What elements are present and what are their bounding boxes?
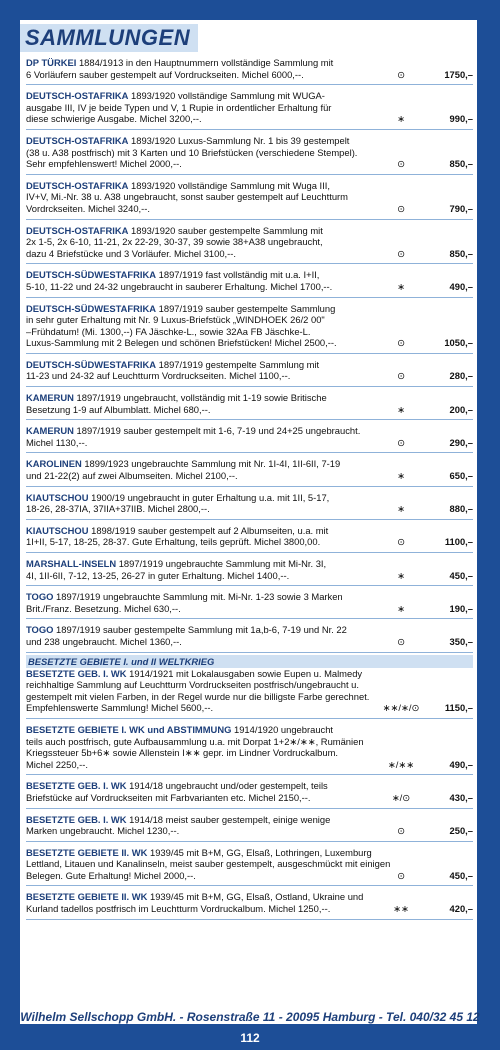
list-item <box>26 492 473 520</box>
entry-first-line <box>26 458 473 470</box>
entry-text: 1900/19 ungebraucht in guter Erhaltung u.a. mit 1II, 5-17, <box>88 491 330 503</box>
entry-text: Vordrckseiten. Michel 3240,--. <box>26 202 151 214</box>
price-label: 250,– <box>449 825 473 837</box>
entry-text: 1893/1920 Luxus-Sammlung Nr. 1 bis 39 gestempelt <box>128 134 350 146</box>
list-item <box>26 847 473 887</box>
entry-text: 1939/45 mit B+M, GG, Elsaß, Lothringen, Luxemburg <box>147 846 372 858</box>
entry-text: 4I, 1II-6II, 7-12, 13-25, 26-27 in guter Erhaltung. Michel 1400,--. <box>26 569 290 581</box>
condition-symbol: ⊙ <box>397 247 405 259</box>
price-label: 490,– <box>449 758 473 770</box>
entry-title: BESETZTE GEB. I. WK <box>26 780 127 792</box>
title-band <box>20 24 198 52</box>
entry-text: 1I+II, 5-17, 18-25, 28-37. Gute Erhaltung, teils geprüft. Michel 3800,00. <box>26 536 321 548</box>
entry-title: DEUTSCH-OSTAFRIKA <box>26 179 129 191</box>
entry-bottom-line <box>26 404 473 416</box>
list-item <box>26 780 473 808</box>
list-item <box>26 57 473 85</box>
entry-title: TOGO <box>26 591 54 603</box>
entry-bottom-line <box>26 903 473 915</box>
entry-first-line <box>26 359 473 371</box>
condition-symbol: ∗∗/∗/⊙ <box>382 702 420 714</box>
condition-symbol: ⊙ <box>397 635 405 647</box>
price-label: 880,– <box>449 503 473 515</box>
entry-text: 1897/1919 sauber gestempelte Sammlung <box>156 302 336 314</box>
entry-title: MARSHALL-INSELN <box>26 558 117 569</box>
entry-bottom-line <box>26 113 473 125</box>
entry-text: 1914/1920 ungebraucht <box>231 723 334 735</box>
entry-title: DEUTSCH-SÜDWESTAFRIKA <box>26 302 157 314</box>
list-item <box>26 392 473 420</box>
entry-text: Michel 2250,--. <box>26 758 89 770</box>
entry-first-line <box>26 135 473 147</box>
entry-title: KAROLINEN <box>26 458 82 470</box>
entry-text: 1897/1919 sauber gestempelt mit 1-6, 7-19 und 24+25 ungebraucht. <box>73 425 361 437</box>
entry-text: 5-10, 11-22 und 24-32 ungebraucht in sauberer Erhaltung. Michel 1700,--. <box>26 280 333 292</box>
entry-text: 1897/1919 ungebraucht, vollständig mit 1-19 sowie Britische <box>73 392 327 404</box>
price-label: 430,– <box>449 791 473 803</box>
entry-bottom-line <box>26 69 473 81</box>
price-label: 200,– <box>449 403 473 415</box>
entry-first-line <box>26 303 473 315</box>
entry-title: KIAUTSCHOU <box>26 491 89 503</box>
price-label: 1050,– <box>444 337 473 349</box>
page-number: 112 <box>240 1031 260 1045</box>
entry-first-line <box>26 724 473 736</box>
entry-bottom-line <box>26 870 473 882</box>
list-item <box>26 90 473 130</box>
list-item <box>26 359 473 387</box>
list-item <box>26 303 473 354</box>
entry-text: 1914/18 meist sauber gestempelt, einige wenige <box>126 813 331 825</box>
entry-list <box>26 57 473 925</box>
entry-bottom-line <box>26 437 473 449</box>
entry-first-line <box>26 668 473 680</box>
entry-title: TOGO <box>26 624 54 636</box>
list-item <box>26 425 473 453</box>
entry-title: DEUTSCH-OSTAFRIKA <box>26 224 129 236</box>
condition-symbol: ∗/∗∗ <box>387 758 415 770</box>
condition-symbol: ⊙ <box>397 337 405 349</box>
list-item <box>26 891 473 919</box>
entry-title: KAMERUN <box>26 392 74 404</box>
entry-text: 1897/1919 ungebrauchte Sammlung mit Mi-Nr. 3I, <box>116 558 327 569</box>
condition-symbol: ∗ <box>397 113 405 125</box>
price-label: 190,– <box>449 602 473 614</box>
condition-symbol: ∗ <box>397 602 405 614</box>
entry-title: BESETZTE GEB. I. WK <box>26 813 127 825</box>
condition-symbol: ⊙ <box>397 370 405 382</box>
entry-text: 1897/1919 sauber gestempelte Sammlung mit 1a,b-6, 7-19 und Nr. 22 <box>53 624 347 636</box>
entry-first-line <box>26 225 473 237</box>
entry-bottom-line <box>26 536 473 548</box>
entry-bottom-line <box>26 337 473 349</box>
list-item <box>26 180 473 220</box>
entry-text: und 238 ungebraucht. Michel 1360,--. <box>26 635 182 647</box>
entry-text-line: ausgabe III, IV je beide Typen und V, 1 Rupie in ordentlicher Erhaltung für <box>26 101 332 113</box>
entry-text: Marken ungebraucht. Michel 1230,--. <box>26 825 180 837</box>
page-title: SAMMLUNGEN <box>25 25 191 50</box>
entry-text: 1893/1920 sauber gestempelte Sammlung mit <box>128 224 323 236</box>
entry-first-line <box>26 814 473 826</box>
price-label: 850,– <box>449 247 473 259</box>
price-label: 450,– <box>449 869 473 881</box>
entry-text-line: –Frühdatum! (Mi. 1300,--) FA Jäschke-L., sowie 32Aa FB Jäschke-L. <box>26 325 311 337</box>
footer-address: Wilhelm Sellschopp GmbH. - Rosenstraße 11 - 20095 Hamburg - Tel. 040/32 45 12 <box>20 1010 480 1024</box>
entry-text: 18-26, 28-37IA, 37IIA+37IIB. Michel 2800,--. <box>26 503 210 515</box>
condition-symbol: ⊙ <box>397 68 405 80</box>
entry-text-line: IV+V, Mi.-Nr. 38 u. A38 ungebraucht, sonst sauber gestempelt auf Leuchtturm <box>26 191 348 203</box>
entry-first-line <box>26 425 473 437</box>
condition-symbol: ⊙ <box>397 436 405 448</box>
entry-text: 6 Vorläufern sauber gestempelt auf Vordruckseiten. Michel 6000,--. <box>26 68 304 80</box>
entry-title: BESETZTE GEBIETE II. WK <box>26 846 148 858</box>
price-label: 1150,– <box>444 702 473 714</box>
entry-text: dazu 4 Briefstücke und 3 Vorläufer. Michel 3100,--. <box>26 247 237 259</box>
entry-first-line <box>26 558 473 570</box>
list-item <box>26 624 473 652</box>
entry-text: und 21-22(2) auf zwei Albumseiten. Michel 2100,--. <box>26 470 238 482</box>
entry-text: 1897/1919 fast vollständig mit u.a. I+II, <box>156 269 320 281</box>
entry-bottom-line <box>26 636 473 648</box>
condition-symbol: ∗ <box>397 503 405 515</box>
price-label: 850,– <box>449 158 473 170</box>
entry-text: Kurland tadellos postfrisch im Leuchtturm Vordruckalbum. Michel 1250,--. <box>26 903 331 915</box>
entry-bottom-line <box>26 825 473 837</box>
price-label: 1100,– <box>444 536 473 548</box>
price-label: 420,– <box>449 903 473 915</box>
entry-text: Besetzung 1-9 auf Albumblatt. Michel 680,--. <box>26 403 211 415</box>
condition-symbol: ⊙ <box>397 825 405 837</box>
entry-first-line <box>26 57 473 69</box>
entry-first-line <box>26 891 473 903</box>
entry-first-line <box>26 780 473 792</box>
list-item <box>26 135 473 175</box>
entry-bottom-line <box>26 570 473 582</box>
entry-title: DEUTSCH-OSTAFRIKA <box>26 134 129 146</box>
price-label: 490,– <box>449 280 473 292</box>
entry-first-line <box>26 847 473 859</box>
condition-symbol: ∗ <box>397 280 405 292</box>
catalog-page <box>20 20 477 1024</box>
entry-text: Luxus-Sammlung mit 2 Belegen und schönen Briefstücken! Michel 2500,--. <box>26 337 337 349</box>
entry-text: 1899/1923 ungebrauchte Sammlung mit Nr. 1I-4I, 1II-6II, 7-19 <box>81 458 341 470</box>
entry-first-line <box>26 525 473 537</box>
entry-text: 1897/1919 gestempelte Sammlung mit <box>156 358 320 370</box>
entry-text: 1898/1919 sauber gestempelt auf 2 Albumseiten, u.a. mit <box>88 524 329 536</box>
condition-symbol: ∗∗ <box>393 903 409 915</box>
section-heading: BESETZTE GEBIETE I. und II WELTKRIEG <box>26 655 473 668</box>
entry-title: BESETZTE GEBIETE I. WK und ABSTIMMUNG <box>26 723 232 735</box>
entry-title: KIAUTSCHOU <box>26 524 89 536</box>
condition-symbol: ⊙ <box>397 202 405 214</box>
entry-text-line: in sehr guter Erhaltung mit Nr. 9 Luxus-Briefstück „WINDHOEK 26/2 00" <box>26 314 325 326</box>
entry-text: 1939/45 mit B+M, GG, Elsaß, Ostland, Ukraine und <box>147 891 364 903</box>
list-item <box>26 225 473 265</box>
entry-text-line: Kriegssteuer 5b+6∗ sowie Allenstein I∗∗ gepr. im Lindner Vordruckalbum. <box>26 747 339 759</box>
entry-text: Briefstücke auf Vordruckseiten mit Farbvarianten etc. Michel 2150,--. <box>26 791 311 803</box>
entry-title: KAMERUN <box>26 425 74 437</box>
entry-first-line <box>26 90 473 102</box>
price-label: 350,– <box>449 635 473 647</box>
entry-text: Belegen. Gute Erhaltung! Michel 2000,--. <box>26 869 196 881</box>
price-label: 450,– <box>449 569 473 581</box>
condition-symbol: ∗/⊙ <box>391 791 411 803</box>
entry-text-line: reichhaltige Sammlung auf Leuchtturm Vordruckseiten postfrisch/ungebraucht u. <box>26 679 359 691</box>
condition-symbol: ∗ <box>397 569 405 581</box>
condition-symbol: ∗ <box>397 470 405 482</box>
entry-title: DEUTSCH-OSTAFRIKA <box>26 90 129 102</box>
entry-first-line <box>26 269 473 281</box>
entry-first-line <box>26 492 473 504</box>
entry-text: 1893/1920 vollständige Sammlung mit Wuga III, <box>128 179 330 191</box>
entry-bottom-line <box>26 203 473 215</box>
condition-symbol: ⊙ <box>397 869 405 881</box>
entry-text: Empfehlenswerte Sammlung! Michel 5600,--. <box>26 702 214 714</box>
list-item <box>26 558 473 586</box>
entry-text: Brit./Franz. Besetzung. Michel 630,--. <box>26 602 181 614</box>
entry-text: 1914/18 ungebraucht und/oder gestempelt, teils <box>126 780 328 792</box>
entry-text: 1884/1913 in den Hauptnummern vollständige Sammlung mit <box>76 57 334 68</box>
list-item <box>26 525 473 553</box>
entry-title: BESETZTE GEB. I. WK <box>26 667 127 679</box>
entry-text-line: (38 u. A38 postfrisch) mit 3 Karten und 10 Briefstücken (verschiedene Stempel). <box>26 146 358 158</box>
entry-text: diese schwierige Ausgabe. Michel 3200,--. <box>26 113 202 125</box>
entry-bottom-line <box>26 603 473 615</box>
entry-text-line: gestempelt mit vielen Farben, in der Regel wurde nur die billigste Farbe gerechnet. <box>26 690 370 702</box>
entry-bottom-line <box>26 281 473 293</box>
entry-title: DEUTSCH-SÜDWESTAFRIKA <box>26 269 157 281</box>
price-label: 650,– <box>449 470 473 482</box>
entry-first-line <box>26 591 473 603</box>
entry-first-line <box>26 180 473 192</box>
entry-title: BESETZTE GEBIETE II. WK <box>26 891 148 903</box>
condition-symbol: ⊙ <box>397 158 405 170</box>
entry-text-line: Lettland, Litauen und Kanalinseln, meist sauber gestempelt, ausgeschmückt mit einigen <box>26 858 391 870</box>
list-item <box>26 724 473 775</box>
entry-bottom-line <box>26 792 473 804</box>
entry-bottom-line <box>26 470 473 482</box>
entry-text: Michel 1130,--. <box>26 436 88 448</box>
entry-bottom-line <box>26 158 473 170</box>
entry-first-line <box>26 624 473 636</box>
entry-first-line <box>26 392 473 404</box>
entry-bottom-line <box>26 503 473 515</box>
entry-text-line: teils auch postfrisch, gute Aufbausammlung u.a. mit Dorpat 1+2∗/∗∗, Rumänien <box>26 735 364 747</box>
list-item <box>26 668 473 719</box>
list-item <box>26 458 473 486</box>
price-label: 1750,– <box>444 68 473 80</box>
entry-text: 1914/1921 mit Lokalausgaben sowie Eupen u. Malmedy <box>126 667 363 679</box>
price-label: 290,– <box>449 436 473 448</box>
list-item <box>26 269 473 297</box>
condition-symbol: ⊙ <box>397 536 405 548</box>
entry-bottom-line <box>26 759 473 771</box>
entry-title: DP TÜRKEI <box>26 57 77 68</box>
entry-text: 1893/1920 vollständige Sammlung mit WUGA- <box>128 90 325 102</box>
list-item <box>26 591 473 619</box>
entry-bottom-line <box>26 248 473 260</box>
price-label: 790,– <box>449 202 473 214</box>
condition-symbol: ∗ <box>397 403 405 415</box>
entry-bottom-line <box>26 702 473 714</box>
list-item <box>26 814 473 842</box>
entry-text: Sehr empfehlenswert! Michel 2000,--. <box>26 158 182 170</box>
entry-bottom-line <box>26 370 473 382</box>
entry-title: DEUTSCH-SÜDWESTAFRIKA <box>26 358 157 370</box>
entry-text: 11-23 und 24-32 auf Leuchtturm Vordruckseiten. Michel 1100,--. <box>26 370 291 382</box>
entry-text: 1897/1919 ungebrauchte Sammlung mit. Mi-Nr. 1-23 sowie 3 Marken <box>53 591 343 603</box>
price-label: 990,– <box>449 113 473 125</box>
entry-text-line: 2x 1-5, 2x 6-10, 11-21, 2x 22-29, 30-37, 39 sowie 38+A38 ungebraucht, <box>26 236 323 248</box>
price-label: 280,– <box>449 370 473 382</box>
